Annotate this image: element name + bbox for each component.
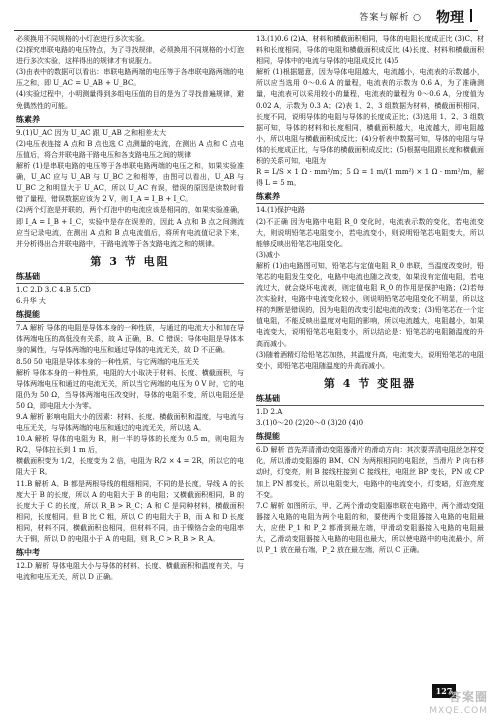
paragraph: (2)探究串联电路的电压特点，为了寻找规律，必须换用不同规格的小灯泡进行多次实验，这样得出的规律才有说服力。 xyxy=(16,46,244,66)
section-heading: 练中考 xyxy=(16,547,40,558)
answer-item: (2)不正确 因为电路中电阻 R_0 变化时，电流表示数的变化，若电流变大，则说明铅笔芯电阻变小，若电流变小，则说明铅笔芯电阻变大，所以能够反映出铅笔芯电阻变化。 xyxy=(256,217,484,248)
answer-item: 9.A 解析 影响电阻大小的因素：材料、长度、横截面积和温度，与电流与电压无关，与导体两端的电压和通过的电流无关，所以选 A。 xyxy=(16,413,244,433)
section-heading: 练提能 xyxy=(256,431,280,442)
answer-item: 6.D 解析 首先弄清滑动变阻器滑片的滑动方向：其次要弄清电阻丝怎样变化，所以滑动变阻器的 BM、CN 为两根相同的电阻丝，当滑片 P 向右移动时，灯变亮，则 B 接线柱接到 C 接线柱，电阻丝 BP 变长，PN 或 CP 加上 PN 都变长，所以电阻变大，电路中的电流变小，灯变暗，灯泡亮度不变。 xyxy=(256,446,484,499)
section-heading: 练素养 xyxy=(16,113,40,124)
page-number: 127 xyxy=(432,684,456,698)
right-column xyxy=(256,34,484,556)
section-rule xyxy=(16,126,244,127)
section-heading: 练素养 xyxy=(256,191,280,202)
answer-item: 解析 导体本身的一种性质，电阻的大小取决于材料、长度、横截面积，与导体两端电压和通过的电流无关，所以当它两端的电压为 0 V 时，它的电阻仍为 50 Ω，当导体两端电压改变时，导体的电阻不变，所以电阻还是 50 Ω，即电阻大小为零。 xyxy=(16,368,244,410)
answer-item: 解析 (1)由电路图可知，铅笔芯与定值电阻 R_0 串联，当温度改变时，铅笔芯的电阻发生变化，电路中电流也随之改变，如果没有定值电阻，若电流过大，就会烧坏电流表，则定值电阻 R_0 的作用是保护电路；(2)若每次实验时，电路中电流变化较小，则说明铅笔芯电阻变化不明显，所以这样的判断是错误的，因为电阻的改变引起电流的改变；(3)铅笔芯在一个定值电阻，不能反映出温度对电阻的影响，所以电流越大，电阻越小，如果电流变大，说明铅笔芯电阻变小，所以结论是：铅笔芯的电阻随温度的升高而减小。 xyxy=(256,261,484,348)
header-subtitle: 答案与解析 ○ xyxy=(359,13,422,23)
answer-item: 7.A 解析 导体的电阻是导体本身的一种性质，与通过的电流大小和加在导体两端电压的高低没有关系，故 A 正确，B、C 错误；导体电阻是导体本身的属性，与导体两端的电压和通过导体的电流无关，故 D 不正确。 xyxy=(16,324,244,355)
answer-item: (2)两个灯泡是并联的，两个灯泡中的电流应该是相同的，如果实验准确，即 I_A = I_B + I_C，实验中是存在误差的，因此 A 点和 B 点之间测流应当记录电流，在测出 A 点和 B 点电流值后，将所有电流值记录下来，并分析得出合并联电路中，干路电流等于各支路电流之和的规律。 xyxy=(16,206,244,248)
watermark-text: 答案圈 xyxy=(448,690,488,704)
answer-item: 7.C 解析 如图所示，甲、乙两个滑动变阻器串联在电路中，两个滑动变阻器接入电路的电阻为两个电阻的和，要使两个变阻器接入电路的电阻最大，应使 P_1 和 P_2 都滑到最左端，甲滑动变阻器接入电路的电阻最大，乙滑动变阻器接入电路的电阻也最大，所以使电路中的电流最小，所以 P_1 放在最右端，P_2 放在最左端，所以 C 正确。 xyxy=(256,501,484,555)
answer-item: (2)电压表连接 A 点和 B 点也选 C 点测量的电流，在测出 A 点和 C 点电压值后，将合并联电路干路电压和各支路电压之间的规律 xyxy=(16,139,244,159)
section-rule xyxy=(16,283,244,284)
paragraph: 必须换用不同规格的小灯泡进行多次实验。 xyxy=(16,35,149,43)
header-subject: 物理 xyxy=(436,10,464,26)
paragraph: (3)由表中的数据可以看出：串联电路两端的电压等于各串联电路两端的电压之和，即 U_AC = U_AB + U_BC。 xyxy=(16,68,244,88)
section-rule xyxy=(256,443,484,444)
page-header xyxy=(0,6,500,26)
answer-item: 解析 (1)根据题意，因为导体电阻越大，电流越小，电流表的示数越小，所以应当选用 0～0.6 A 的量程，电流表的示数为 0.6 A，为了准确测量，电流表可以采用较小的量程，电流表的量程为 0～0.6 A，分度值为 0.02 A，示数为 0.3 A；(2)表 1、2、3 组数据为材料，横截面积相同，长度不同，说明导体的电阻与导体的长度成正比；(3)选用 1、2、3 组数据可知，导体的材料和长度相同，横截面积越大，电流越大，即电阻越小，所以电阻与横截面积成反比；(4)分析表中数据可知，导体的电阻与导体的长度成正比，与导体的横截面积成反比；(5)根据电阻跟长度和横截面积的关系可知，电阻为 xyxy=(256,68,484,166)
answer-item: 3.(1)0～20 (2)20～0 (3)20 (4)0 xyxy=(256,419,364,428)
answer-item: (3)减小 xyxy=(256,250,280,259)
formula: R = L/S × 1 Ω · mm²/m；5 Ω = 1 m/(1 mm²) × 1 Ω · mm²/m，解得 L = 5 m。 xyxy=(256,168,484,188)
section-rule xyxy=(16,321,244,322)
header-rule xyxy=(14,30,478,31)
answer-item: 解析 (1)是串联电路的电压等于各串联电路两端的电压之和，如果实验准确，U_AC 应与 U_AB 与 U_BC 之和相等，由图可以看出，U_AB 与 U_BC 之和明显大于 U_AC，所以 U_AC 有误，错误的原因是读数时看错了量程，错误数据应该为 2 V，则 I_A = I_B + I_C。 xyxy=(16,162,244,204)
left-column xyxy=(16,34,244,583)
answer-item: 11.B 解析 A、B 都是两根导线的粗细相同，不同的是长度，导线 A 的长度大于 B 的长度，所以 A 的电阻大于 B 的电阻；又横截面积相同，B 的长度大于 C 的长度，所以 R_B > R_C；A 和 C 是同种材料，横截面积相同，长度相同，但 B 比 C 粗，所以 C 的电阻大于 B，而 A 和 D 长度相同，材料不同，横截面积也相同，但材料不同，由于镍铬合金的电阻率大于铜，所以 D 的电阻小于 A 的电阻，则 R_C > R_B > R_A。 xyxy=(16,479,244,544)
section-heading: 练提能 xyxy=(16,309,40,320)
section-rule xyxy=(16,559,244,560)
answer-item: 12.D 解析 导体电阻大小与导体的材料、长度、横截面积和温度有关，与电流和电压无关，所以 D 正确。 xyxy=(16,562,244,582)
answer-item: 横截面积变为 1/2，长度变为 2 倍，电阻为 R/2 × 4 = 2R，所以它的电阻大于 R。 xyxy=(16,457,244,477)
section-rule xyxy=(256,203,484,204)
answer-item: 6.升华 大 xyxy=(16,297,46,306)
chapter-title: 第 4 节 变阻器 xyxy=(323,376,417,390)
answer-item: 8.50 50 电阻是导体本身的一种性质，与它两端的电压无关 xyxy=(16,357,199,366)
answer-item: 13.(1)0.6 (2)A、材料和横截面积相同，导体的电阻长度成正比 (3)C、材料和长度相同，导体的电阻和横截面积成反比 (4)长度、材料和横截面积相同，导体中的电流与导体的电阻成反比 (4)5 xyxy=(256,35,484,66)
answer-item: 14.(1)保护电路 xyxy=(256,206,306,215)
answer-item: 10.A 解析 导体的电阻为 R，则一半的导体的长度为 0.5 m，则电阻为 R/2，导体拉长到 1 m 后， xyxy=(16,435,244,455)
header-divider xyxy=(470,9,472,22)
paragraph: (4)实验过程中，小明测量得到多组电压值的目的是为了寻找普遍规律，避免偶然性的可能。 xyxy=(16,90,244,110)
section-heading: 练基础 xyxy=(16,270,40,281)
watermark-url: MXQE.COM xyxy=(429,706,488,716)
chapter-title: 第 3 节 电阻 xyxy=(90,254,170,268)
answer-item: (3)随着酒精灯给铅笔芯加热，其温度升高，电流变大，说明铅笔芯的电阻变小，即铅笔芯电阻随温度的升高而减小。 xyxy=(256,350,484,370)
section-rule xyxy=(256,405,484,406)
answer-item: 1.D 2.A xyxy=(256,408,283,416)
answer-item: 9.(1)U_AC 因为 U_AC 跟 U_AB 之和相差太大 xyxy=(16,128,166,137)
answer-item: 1.C 2.D 3.C 4.B 5.CD xyxy=(16,285,91,294)
section-heading: 练基础 xyxy=(256,392,280,403)
watermark xyxy=(412,686,492,722)
